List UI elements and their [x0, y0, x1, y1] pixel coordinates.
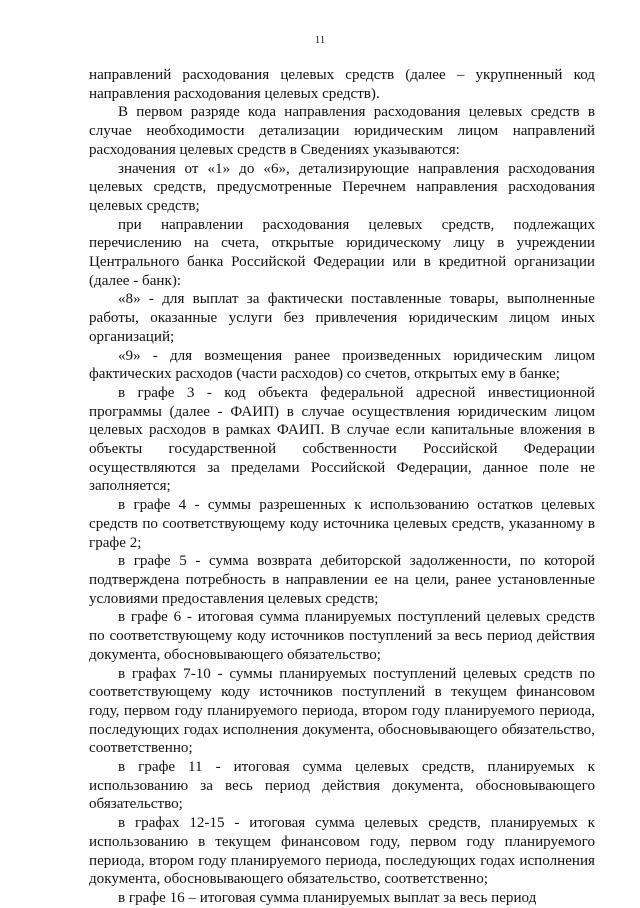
paragraph: «8» - для выплат за фактически поставленные товары, выполненные работы, оказанные услуги без привлечения юридическим лицом иных организаций;: [89, 291, 595, 345]
document-body: [89, 66, 595, 908]
paragraph: в графе 6 - итоговая сумма планируемых поступлений целевых средств по соответствующему коду источников поступлений за весь период действия документа, обосновывающего обязательство;: [89, 609, 595, 663]
paragraph: В первом разряде кода направления расходования целевых средств в случае необходимости детализации юридическим лицом направлений расходования целевых средств в Сведениях указываются:: [89, 104, 595, 158]
paragraph: в графе 5 - сумма возврата дебиторской задолженности, по которой подтверждена потребность в направлении ее на цели, ранее установленные условиями предоставления целевых средств;: [89, 553, 595, 607]
page-number: 11: [314, 34, 326, 46]
paragraph: в графе 16 – итоговая сумма планируемых выплат за весь период: [118, 889, 537, 906]
paragraph: «9» - для возмещения ранее произведенных юридическим лицом фактических расходов (части расходов) со счетов, открытых ему в банке;: [89, 347, 595, 383]
paragraph: в графах 12-15 - итоговая сумма целевых средств, планируемых к использованию в текущем финансовом году, первом году планируемого периода, втором году планируемого периода, последующих годах исполнения документа, обосновывающего обязательство, соответственно;: [89, 815, 595, 888]
paragraph: в графах 7-10 - суммы планируемых поступлений целевых средств по соответствующему коду источников поступлений в текущем финансовом году, первом году планируемого периода, втором году планируемого периода, последующих годах исполнения документа, обосновывающего обязательство, соответственно;: [89, 665, 595, 757]
paragraph: в графе 3 - код объекта федеральной адресной инвестиционной программы (далее - ФАИП) в случае осуществления юридическим лицом целевых расходов в рамках ФАИП. В случае если капитальные вложения в объекты государственной собственности Российской Федерации осуществляются за пределами Российской Федерации, данное поле не заполняется;: [89, 384, 595, 495]
paragraph: в графе 11 - итоговая сумма целевых средств, планируемых к использованию за весь период действия документа, обосновывающего обязательство;: [89, 759, 595, 813]
paragraph: при направлении расходования целевых средств, подлежащих перечислению на счета, открытые юридическому лицу в учреждении Центрального банка Российской Федерации или в кредитной организации (далее - банк):: [89, 216, 595, 289]
paragraph-continuation: направлений расходования целевых средств (далее – укрупненный код направления расходования целевых средств).: [89, 67, 595, 102]
paragraph: в графе 4 - суммы разрешенных к использованию остатков целевых средств по соответствующему коду источника целевых средств, указанному в графе 2;: [89, 497, 595, 551]
paragraph: значения от «1» до «6», детализирующие направления расходования целевых средств, предусмотренные Перечнем направления расходования целевых средств;: [89, 160, 595, 214]
